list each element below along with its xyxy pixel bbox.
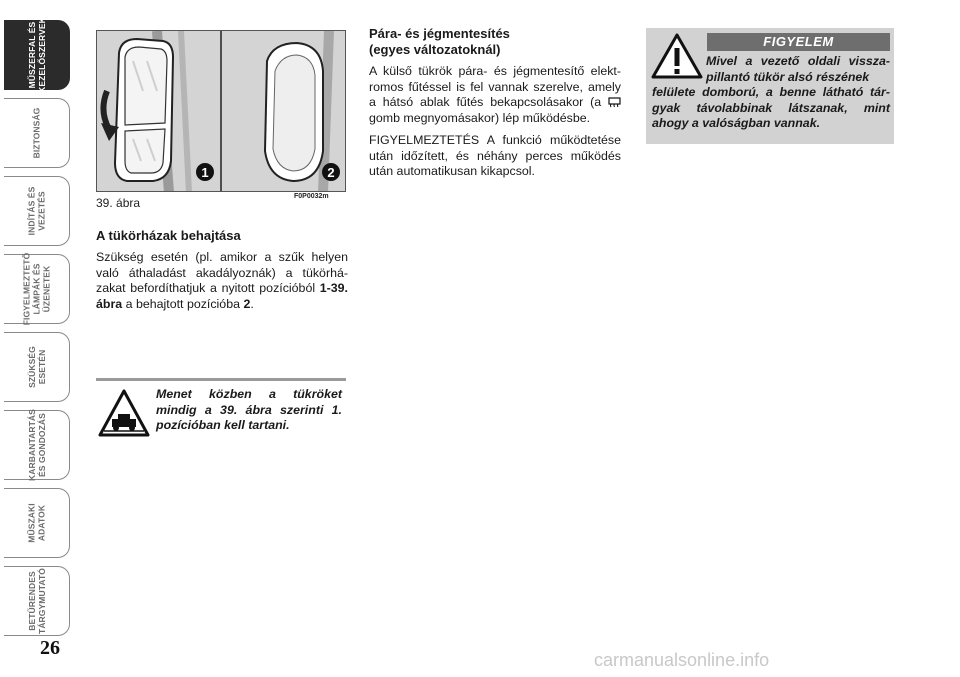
figure-caption: 39. ábra bbox=[96, 196, 141, 210]
body-text: Szükség esetén (pl. amikor a szűk helyen való áthaladást akadályoznák) a tükörhá-zakat befordíthatjuk a nyitott pozícióból bbox=[96, 250, 348, 295]
body-text: gomb megnyomásakor) lép működésbe. bbox=[369, 110, 591, 125]
tab-label: MŰSZAKI ADATOK bbox=[26, 503, 47, 543]
body-text: . bbox=[250, 296, 254, 311]
section-heading: A tükörházak behajtása bbox=[96, 228, 241, 243]
figure-code: F0P0032m bbox=[294, 193, 329, 200]
tab-maintenance[interactable] bbox=[4, 410, 70, 480]
position-reference: 2 bbox=[243, 296, 251, 311]
tab-label: KARBANTARTÁS ÉS GONDOZÁS bbox=[26, 409, 47, 481]
warning-text bbox=[652, 54, 890, 132]
tab-label: INDÍTÁS ÉS VEZETÉS bbox=[26, 186, 47, 236]
mirror-illustration bbox=[96, 30, 346, 192]
tab-label: BETŰRENDES TÁRGYMUTATÓ bbox=[26, 568, 47, 634]
marker-2: 2 bbox=[327, 165, 335, 180]
warning-title: FIGYELEM bbox=[707, 33, 890, 51]
section-heading: Pára- és jégmentesítés bbox=[369, 26, 510, 41]
warning-text-rest: felülete domború, a benne látható tár-gyak távolabbinak látszanak, mint ahogy a valóságban vannak. bbox=[652, 85, 890, 130]
warning-note bbox=[646, 28, 894, 144]
tab-label: FIGYELMEZTETŐ LÁMPÁK ÉS ÜZENETEK bbox=[21, 252, 52, 326]
watermark: carmanualsonline.info bbox=[594, 650, 770, 670]
section-tabs bbox=[0, 0, 74, 640]
rear-defrost-icon bbox=[608, 97, 621, 108]
tab-label: MŰSZERFAL ÉS KEZELŐSZERVEK bbox=[26, 17, 47, 93]
body-paragraph: FIGYELMEZTETÉS A funkció működtetése után időzített, és néhány perces működés után automatikusan kikapcsol. bbox=[369, 133, 621, 178]
body-paragraph bbox=[96, 250, 348, 312]
section-subheading: (egyes változatoknál) bbox=[369, 42, 501, 57]
caution-note bbox=[96, 378, 346, 441]
warning-text-indented: Mivel a vezető oldali vissza-pillantó tükör alsó részének bbox=[706, 54, 890, 84]
tab-starting-driving[interactable] bbox=[4, 176, 70, 246]
road-caution-icon bbox=[98, 389, 150, 437]
tab-label: SZÜKSÉG ESETÉN bbox=[26, 346, 47, 388]
tab-label: BIZTONSÁG bbox=[31, 107, 42, 159]
body-text: A külső tükrök pára- és jégmentesítő elekt-romos fűtéssel is fel vannak szerelve, amely a hátsó ablak fűtés bekapcsolásakor (a bbox=[369, 64, 621, 109]
body-text: a behajtott pozícióba bbox=[122, 296, 244, 311]
tab-emergency[interactable] bbox=[4, 332, 70, 402]
tab-index[interactable] bbox=[4, 566, 70, 636]
page-number: 26 bbox=[40, 637, 60, 659]
marker-1: 1 bbox=[201, 165, 209, 180]
figure-reference: 1-39. ábra bbox=[96, 281, 348, 311]
tab-warning-lights[interactable] bbox=[4, 254, 70, 324]
caution-text: Menet közben a tükröket mindig a 39. ábra szerinti 1. pozícióban kell tartani. bbox=[156, 387, 342, 432]
tab-technical-data[interactable] bbox=[4, 488, 70, 558]
body-paragraph bbox=[369, 64, 621, 126]
defrost-section bbox=[369, 26, 621, 180]
tab-instruments-controls[interactable] bbox=[4, 17, 70, 93]
mirror-folding-section bbox=[96, 228, 348, 312]
tab-safety[interactable] bbox=[4, 98, 70, 168]
